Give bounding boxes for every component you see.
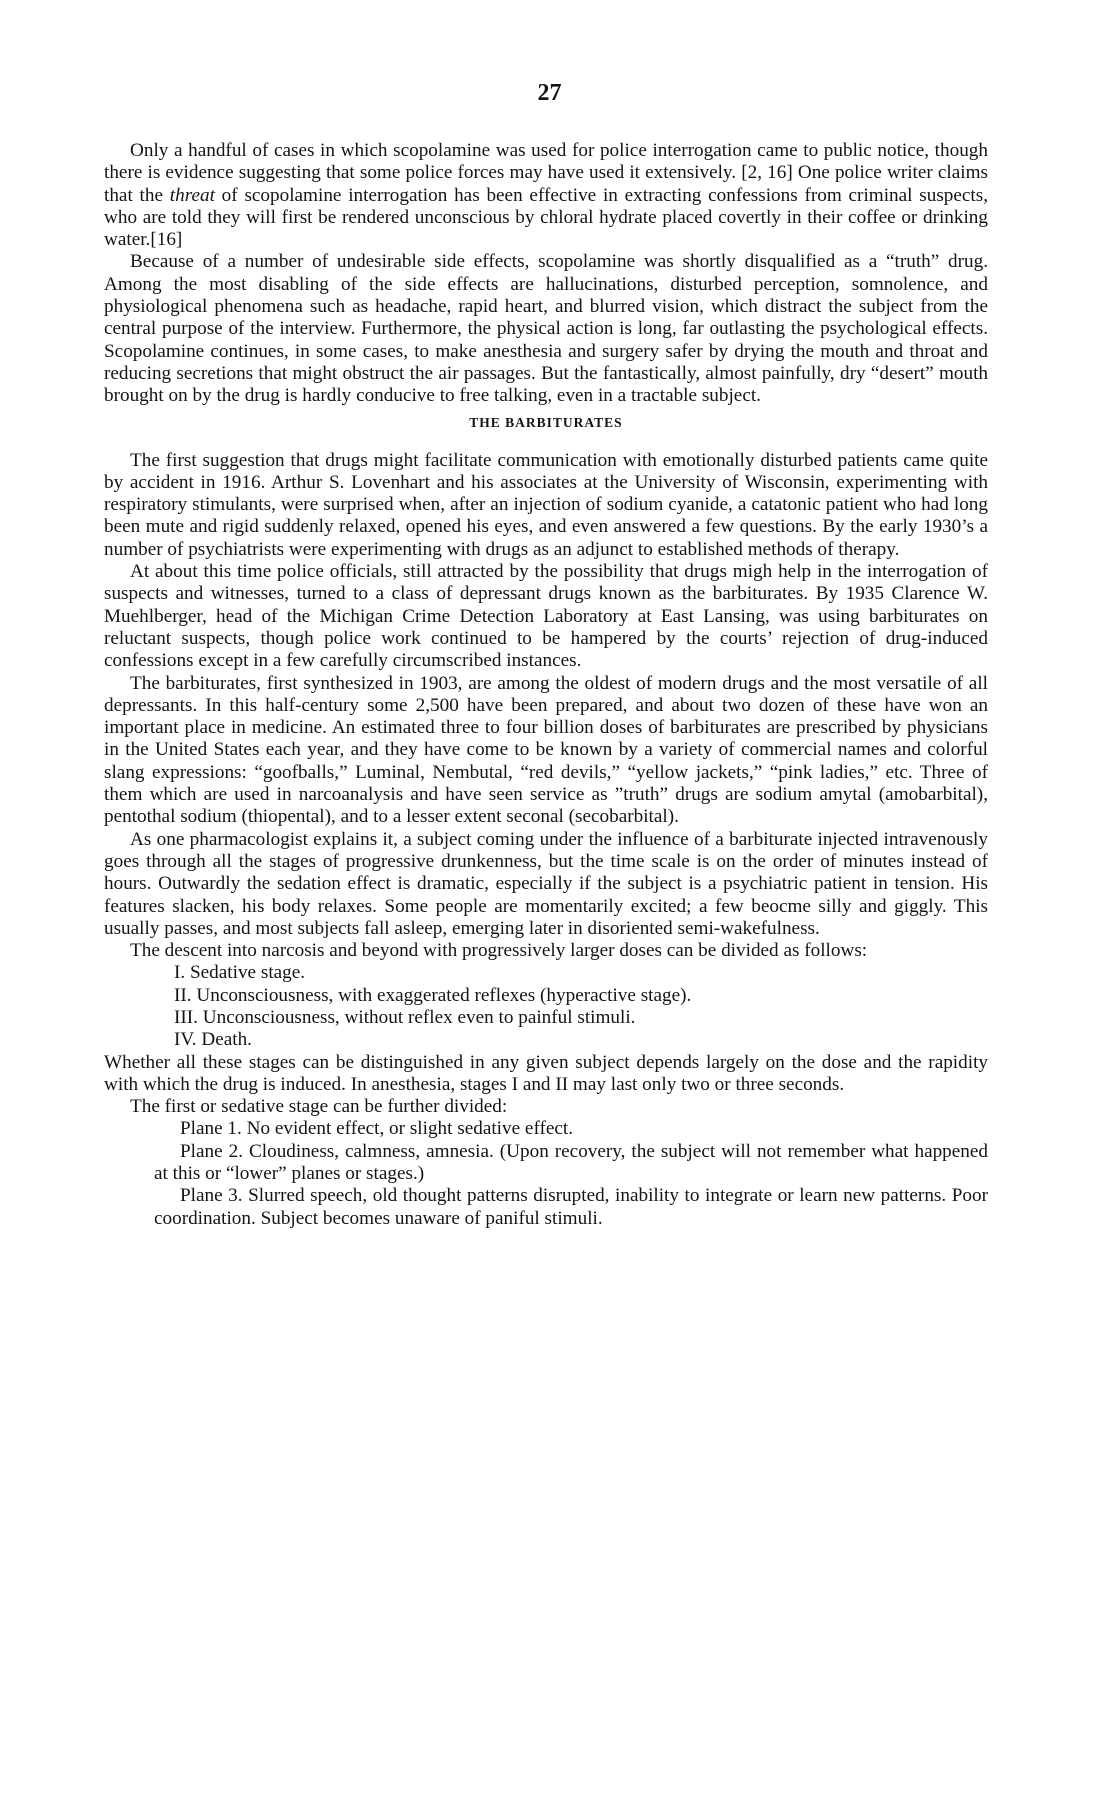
paragraph-stages-distinguished: Whether all these stages can be distinguished in any given subject depends largely on the dose and the rapidity with which the drug is induced. In anesthesia, stages I and II may last only two or three seconds. [104, 1051, 988, 1095]
plane-item: Plane 3. Slurred speech, old thought patterns disrupted, inability to integrate or learn new patterns. Poor coordination. Subject becomes unaware of paniful stimuli. [154, 1185, 988, 1229]
paragraph-pharmacologist: As one pharmacologist explains it, a subject coming under the influence of a barbiturate injected intravenously goes through all the stages of progressive drunkenness, but the time scale is on the order of minutes instead of hours. Outwardly the sedation effect is dramatic, especially if the subject is a psychiatric patient in tension. His features slacken, his body relaxes. Some people are momentarily excited; a few beocme silly and giggly. This usually passes, and most subjects fall asleep, emerging later in disoriented semi-wakefulness. [104, 828, 988, 939]
paragraph-first-suggestion: The first suggestion that drugs might facilitate communication with emotionally disturbed patients came quite by accident in 1916. Arthur S. Lovenhart and his associates at the University of Wisconsin, experimenting with respiratory stimulants, were surprised when, after an injection of sodium cyanide, a catatonic patient who had long been mute and rigid suddenly relaxed, opened his eyes, and even answered a few questions. By the early 1930’s a number of psychiatrists were experimenting with drugs as an adjunct to established methods of therapy. [104, 449, 988, 560]
stages-list [104, 962, 988, 1051]
page-number: 27 [537, 80, 562, 106]
paragraph-barbiturates-history: The barbiturates, first synthesized in 1903, are among the oldest of modern drugs and the most versatile of all depressants. In this half-century some 2,500 have been prepared, and about two dozen of these have won an important place in medicine. An estimated three to four billion doses of barbiturates are prescribed by physicians in the United States each year, and they have come to be known by a variety of commercial names and colorful slang expressions: “goofballs,” Luminal, Nembutal, “red devils,” “yellow jackets,” “pink ladies,” etc. Three of them which are used in narcoanalysis and have seen service as ”truth” drugs are sodium amytal (amobarbital), pentothal sodium (thiopental), and to a lesser extent seconal (secobarbital). [104, 672, 988, 828]
list-item: III. Unconsciousness, without reflex even to painful stimuli. [174, 1006, 636, 1028]
paragraph-scopolamine-side-effects: Because of a number of undesirable side effects, scopolamine was shortly disqualified as a “truth” drug. Among the most disabling of the side effects are hallucinations, disturbed perception, somnolence, and physiological phenomena such as headache, rapid heart, and blurred vision, which distract the subject from the central purpose of the interview. Furthermore, the physical action is long, far outlasting the psychological effects. Scopolamine continues, in some cases, to make anesthesia and surgery safer by drying the mouth and throat and reducing secretions that might obstruct the air passages. But the fantastically, almost painfully, dry “desert” mouth brought on by the drug is hardly conducive to free talking, even in a tractable subject. [104, 251, 988, 407]
section-heading: THE BARBITURATES [469, 414, 623, 430]
paragraph-sedative-divided: The first or sedative stage can be further divided: [130, 1096, 508, 1118]
emphasis-text: threat [169, 184, 215, 206]
plane-item: Plane 2. Cloudiness, calmness, amnesia. (Upon recovery, the subject will not remember what happened at this or “lower” planes or stages.) [154, 1140, 988, 1185]
paragraph-scopolamine-police [104, 140, 988, 251]
list-item: IV. Death. [174, 1029, 252, 1051]
list-item: I. Sedative stage. [174, 962, 306, 984]
list-item: II. Unconsciousness, with exaggerated reflexes (hyperactive stage). [174, 984, 692, 1006]
paragraph-police-officials: At about this time police officials, still attracted by the possibility that drugs migh help in the interrogation of suspects and witnesses, turned to a class of depressant drugs known as the barbiturates. By 1935 Clarence W. Muehlberger, head of the Michigan Crime Detection Laboratory at East Lansing, was using barbiturates on reluctant suspects, though police work continued to be hampered by the courts’ rejection of drug-induced confessions except in a few carefully circumscribed instances. [104, 561, 988, 672]
paragraph-descent: The descent into narcosis and beyond with progressively larger doses can be divided as follows: [130, 940, 868, 962]
body-text [104, 140, 988, 1230]
paragraph-text: of scopolamine interrogation has been effective in extracting confessions from criminal suspects, who are told they will first be rendered unconscious by chloral hydrate placed covertly in their coffee or drinking water.[16] [104, 184, 989, 251]
plane-item: Plane 1. No evident effect, or slight sedative effect. [180, 1118, 574, 1140]
paragraph-text: Only a handful of cases in which scopolamine was used for police interrogation came to public notice, though there is evidence suggesting that some police forces may have used it extensively. [2, 16] One police writer claims that the [104, 140, 988, 206]
